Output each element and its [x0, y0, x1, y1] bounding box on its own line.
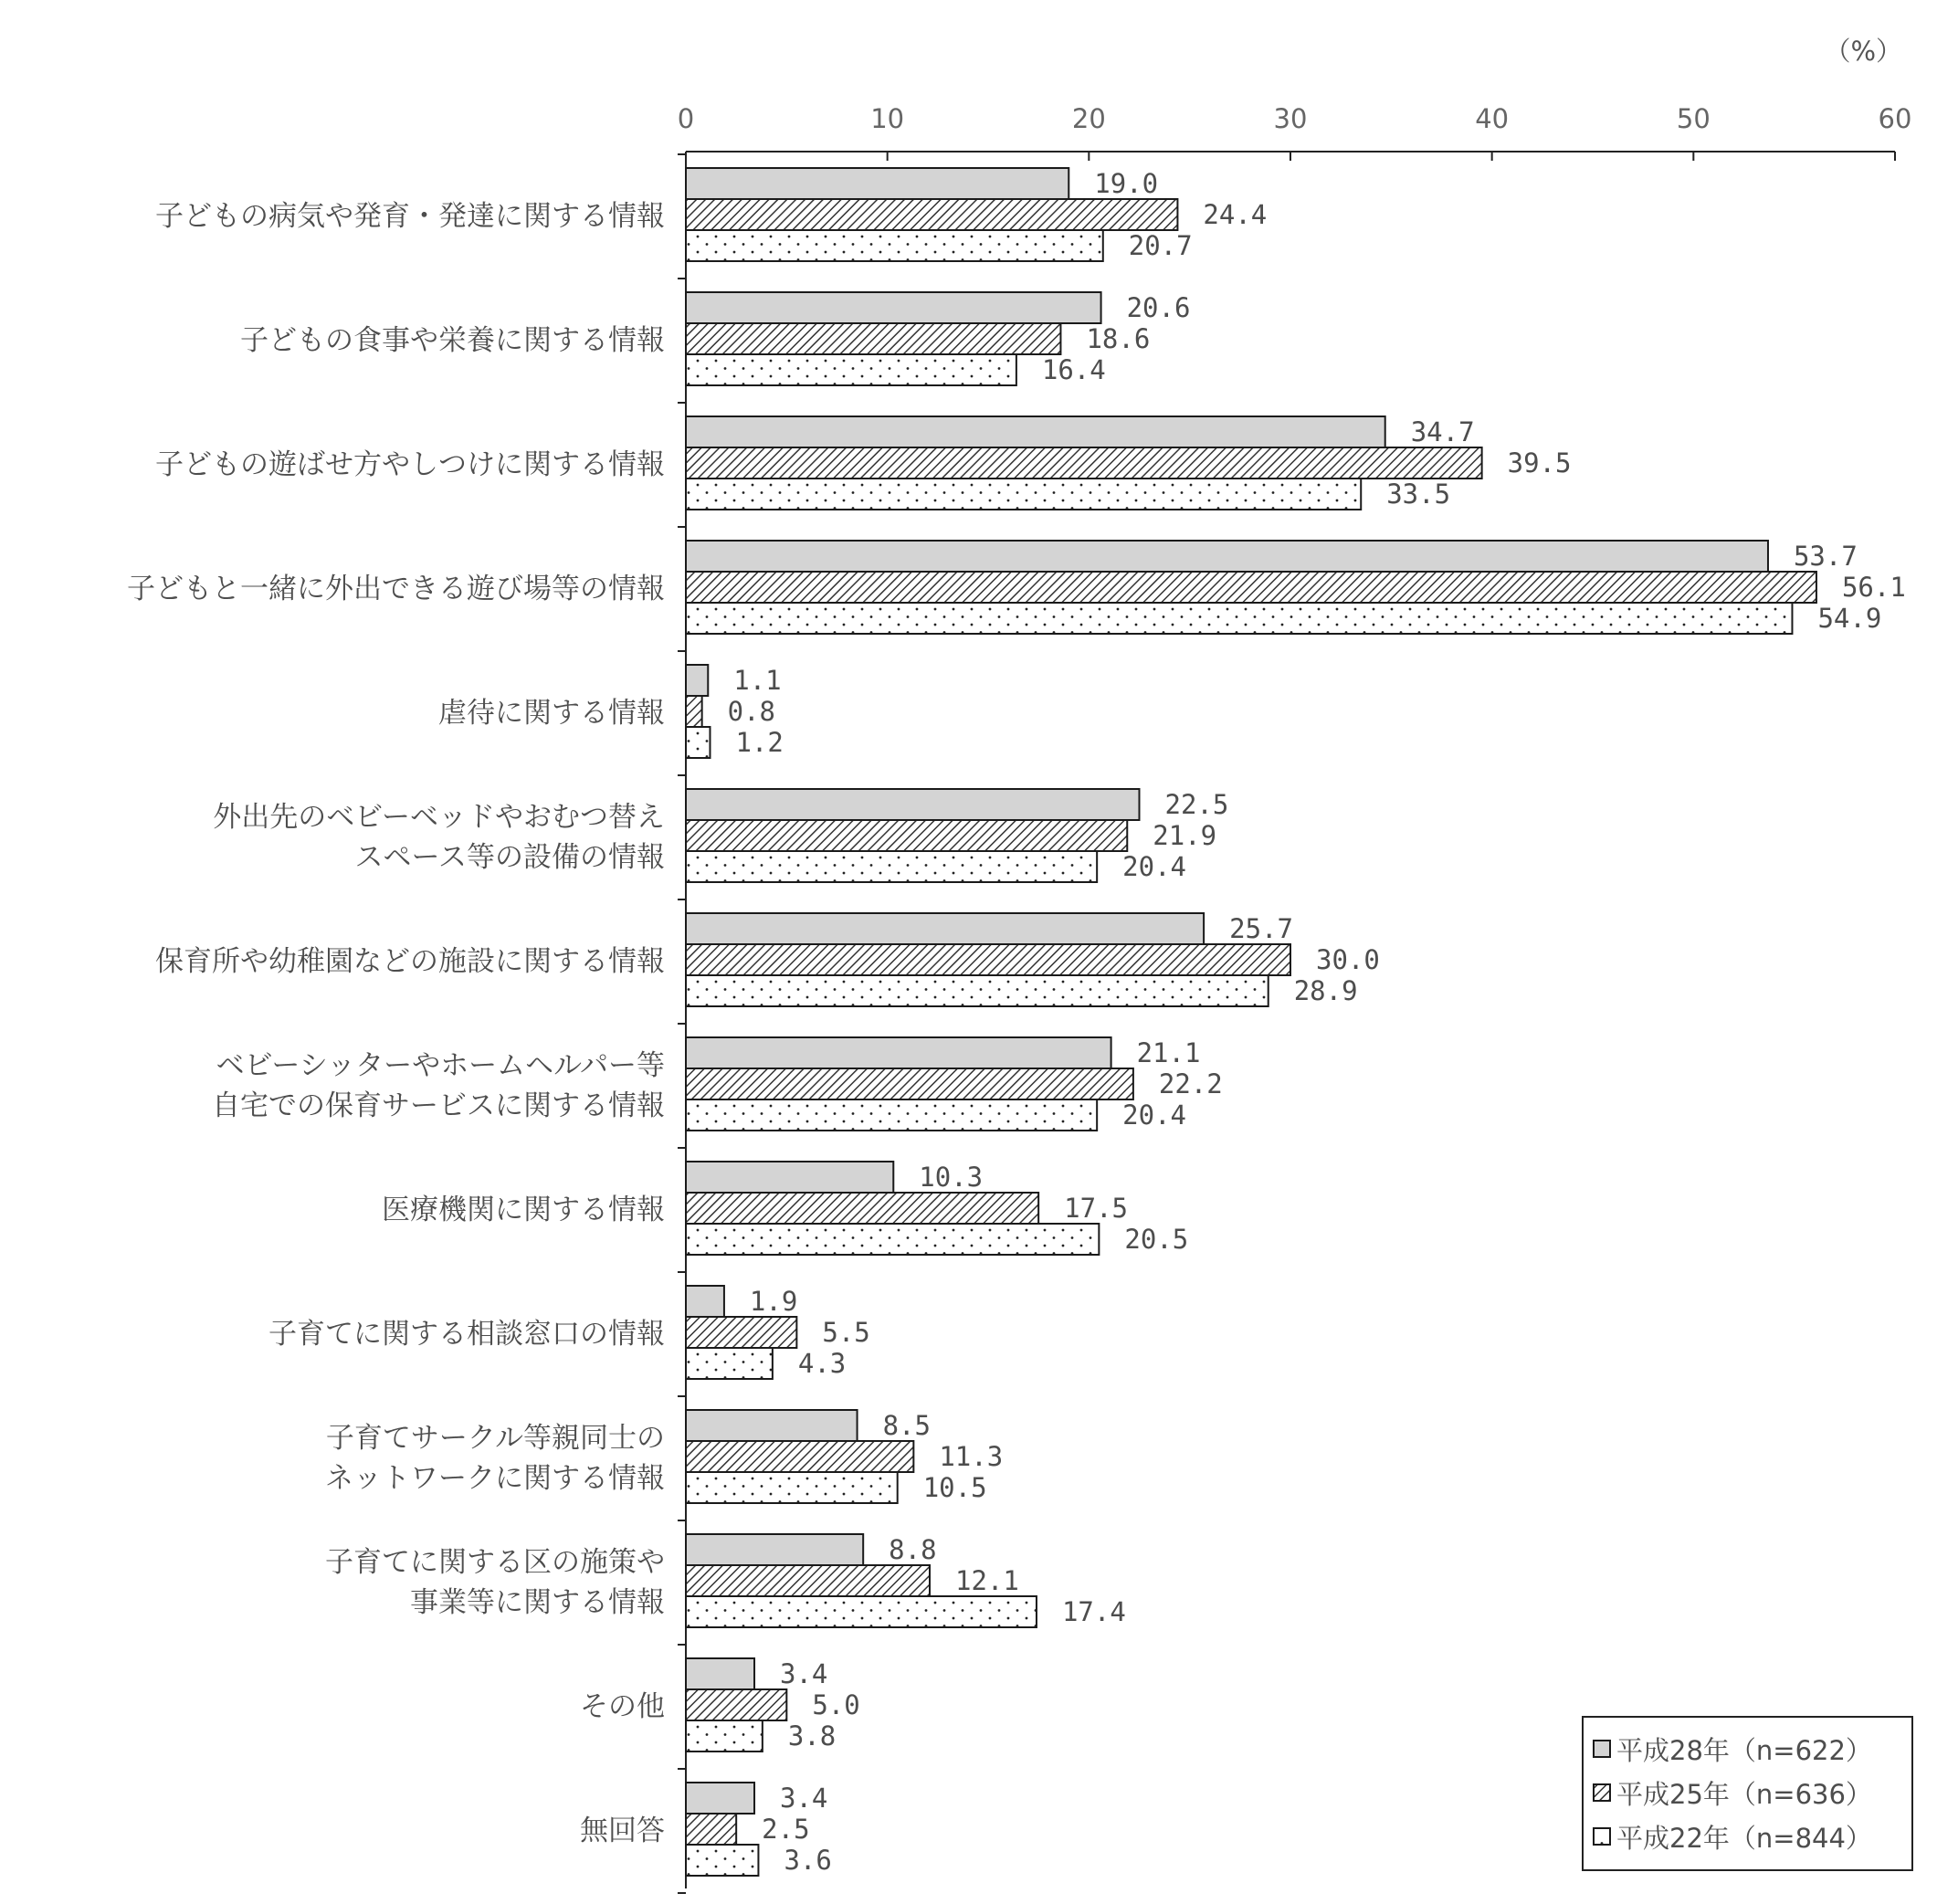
bar [686, 1286, 724, 1317]
category-label: 虐待に関する情報 [438, 697, 665, 730]
data-label: 28.9 [1293, 975, 1358, 1006]
bar [686, 603, 1792, 634]
data-label: 19.0 [1094, 168, 1159, 199]
data-label: 3.6 [784, 1845, 832, 1876]
data-label: 1.1 [733, 665, 782, 696]
bar [686, 292, 1101, 323]
bar [686, 1534, 863, 1565]
category-label: ベビーシッターやホームヘルパー等 [216, 1049, 665, 1082]
data-label: 20.4 [1122, 1099, 1187, 1131]
category-label: 医療機関に関する情報 [382, 1194, 665, 1226]
bar [686, 944, 1290, 975]
data-label: 17.4 [1061, 1596, 1126, 1627]
data-label: 56.1 [1841, 572, 1906, 603]
data-label: 21.1 [1136, 1037, 1201, 1068]
bar [686, 789, 1140, 820]
data-label: 12.1 [955, 1565, 1019, 1596]
data-label: 22.2 [1158, 1068, 1223, 1099]
data-label: 21.9 [1153, 820, 1217, 851]
x-tick-label: 0 [677, 103, 695, 134]
data-label: 20.6 [1126, 292, 1191, 323]
bar [686, 696, 702, 727]
bar [686, 1348, 773, 1379]
bar [686, 1162, 893, 1193]
x-tick-label: 40 [1475, 103, 1510, 134]
bars-layer [686, 168, 1816, 1876]
bar [686, 1565, 930, 1596]
legend-label: 平成28年（n=622） [1616, 1735, 1872, 1766]
bar [686, 913, 1204, 944]
bar [686, 199, 1177, 230]
legend-swatch [1594, 1784, 1610, 1801]
bar [686, 1720, 763, 1751]
category-label: 外出先のベビーベッドやおむつ替え [213, 801, 665, 834]
data-label: 10.5 [922, 1472, 987, 1503]
bar [686, 447, 1482, 479]
data-label: 10.3 [919, 1162, 984, 1193]
data-label: 0.8 [727, 696, 776, 727]
data-label: 5.0 [812, 1689, 860, 1720]
category-label: 子育てに関する区の施策や [325, 1546, 665, 1579]
bar [686, 1783, 754, 1814]
bar [686, 1224, 1099, 1255]
bar [686, 541, 1768, 572]
data-label: 34.7 [1410, 416, 1475, 447]
category-label: 子どもの遊ばせ方やしつけに関する情報 [155, 448, 665, 481]
bar [686, 1410, 858, 1441]
data-label: 20.7 [1128, 230, 1193, 261]
category-label: 保育所や幼稚園などの施設に関する情報 [155, 945, 665, 978]
bar [686, 323, 1060, 354]
bar [686, 416, 1385, 447]
x-tick-label: 20 [1071, 103, 1106, 134]
x-tick-label: 10 [870, 103, 905, 134]
bar [686, 820, 1127, 851]
data-label: 4.3 [797, 1348, 847, 1379]
bar [686, 572, 1816, 603]
category-label: 子どもと一緒に外出できる遊び場等の情報 [127, 573, 665, 605]
bar [686, 1472, 898, 1503]
bar [686, 1037, 1111, 1068]
data-label: 39.5 [1507, 447, 1572, 479]
unit-label: （%） [1824, 36, 1902, 67]
data-label: 16.4 [1041, 354, 1106, 385]
data-label: 20.5 [1124, 1224, 1189, 1255]
category-label: ネットワークに関する情報 [325, 1462, 665, 1495]
data-label: 22.5 [1164, 789, 1229, 820]
data-label: 24.4 [1203, 199, 1268, 230]
data-label: 3.4 [780, 1783, 828, 1814]
legend [1583, 1717, 1912, 1870]
bar [686, 1658, 754, 1689]
x-tick-label: 50 [1676, 103, 1711, 134]
data-label: 30.0 [1316, 944, 1380, 975]
legend-swatch [1594, 1741, 1610, 1757]
bar [686, 727, 710, 758]
data-label: 20.4 [1122, 851, 1187, 882]
data-label: 5.5 [822, 1317, 870, 1348]
data-label: 3.8 [787, 1720, 837, 1751]
data-label: 17.5 [1064, 1193, 1129, 1224]
data-label: 11.3 [939, 1441, 1004, 1472]
legend-label: 平成22年（n=844） [1616, 1823, 1872, 1854]
x-tick-label: 30 [1273, 103, 1308, 134]
category-label: 子育てサークル等親同士の [325, 1422, 665, 1455]
bar [686, 1441, 913, 1472]
data-label: 1.9 [749, 1286, 798, 1317]
legend-swatch [1594, 1828, 1610, 1845]
data-label: 18.6 [1086, 323, 1151, 354]
bar [686, 1845, 758, 1876]
bar [686, 479, 1361, 510]
bar [686, 230, 1103, 261]
bar [686, 1193, 1038, 1224]
bar [686, 975, 1269, 1006]
bar [686, 1814, 736, 1845]
category-label: 子育てに関する相談窓口の情報 [268, 1318, 665, 1351]
bar [686, 168, 1069, 199]
data-label: 33.5 [1386, 479, 1451, 510]
category-label: スペース等の設備の情報 [354, 841, 665, 874]
category-label: 事業等に関する情報 [410, 1586, 665, 1619]
bar [686, 1596, 1037, 1627]
data-label: 1.2 [735, 727, 784, 758]
category-label: 自宅での保育サービスに関する情報 [212, 1089, 665, 1122]
data-label: 54.9 [1817, 603, 1882, 634]
data-label: 2.5 [762, 1814, 810, 1845]
data-label: 3.4 [780, 1658, 828, 1689]
bar [686, 1317, 796, 1348]
data-label: 53.7 [1793, 541, 1858, 572]
data-label: 8.8 [889, 1534, 937, 1565]
data-label: 25.7 [1229, 913, 1293, 944]
bar [686, 851, 1097, 882]
bar [686, 665, 708, 696]
bar [686, 354, 1016, 385]
x-tick-label: 60 [1878, 103, 1912, 134]
category-label: 子どもの病気や発育・発達に関する情報 [155, 200, 665, 233]
legend-label: 平成25年（n=636） [1616, 1779, 1872, 1810]
category-label: 無回答 [580, 1815, 665, 1847]
bar [686, 1068, 1133, 1099]
category-label: 子どもの食事や栄養に関する情報 [240, 324, 665, 357]
data-label: 8.5 [882, 1410, 931, 1441]
bar [686, 1689, 786, 1720]
bar [686, 1099, 1097, 1131]
category-label: その他 [580, 1690, 665, 1723]
